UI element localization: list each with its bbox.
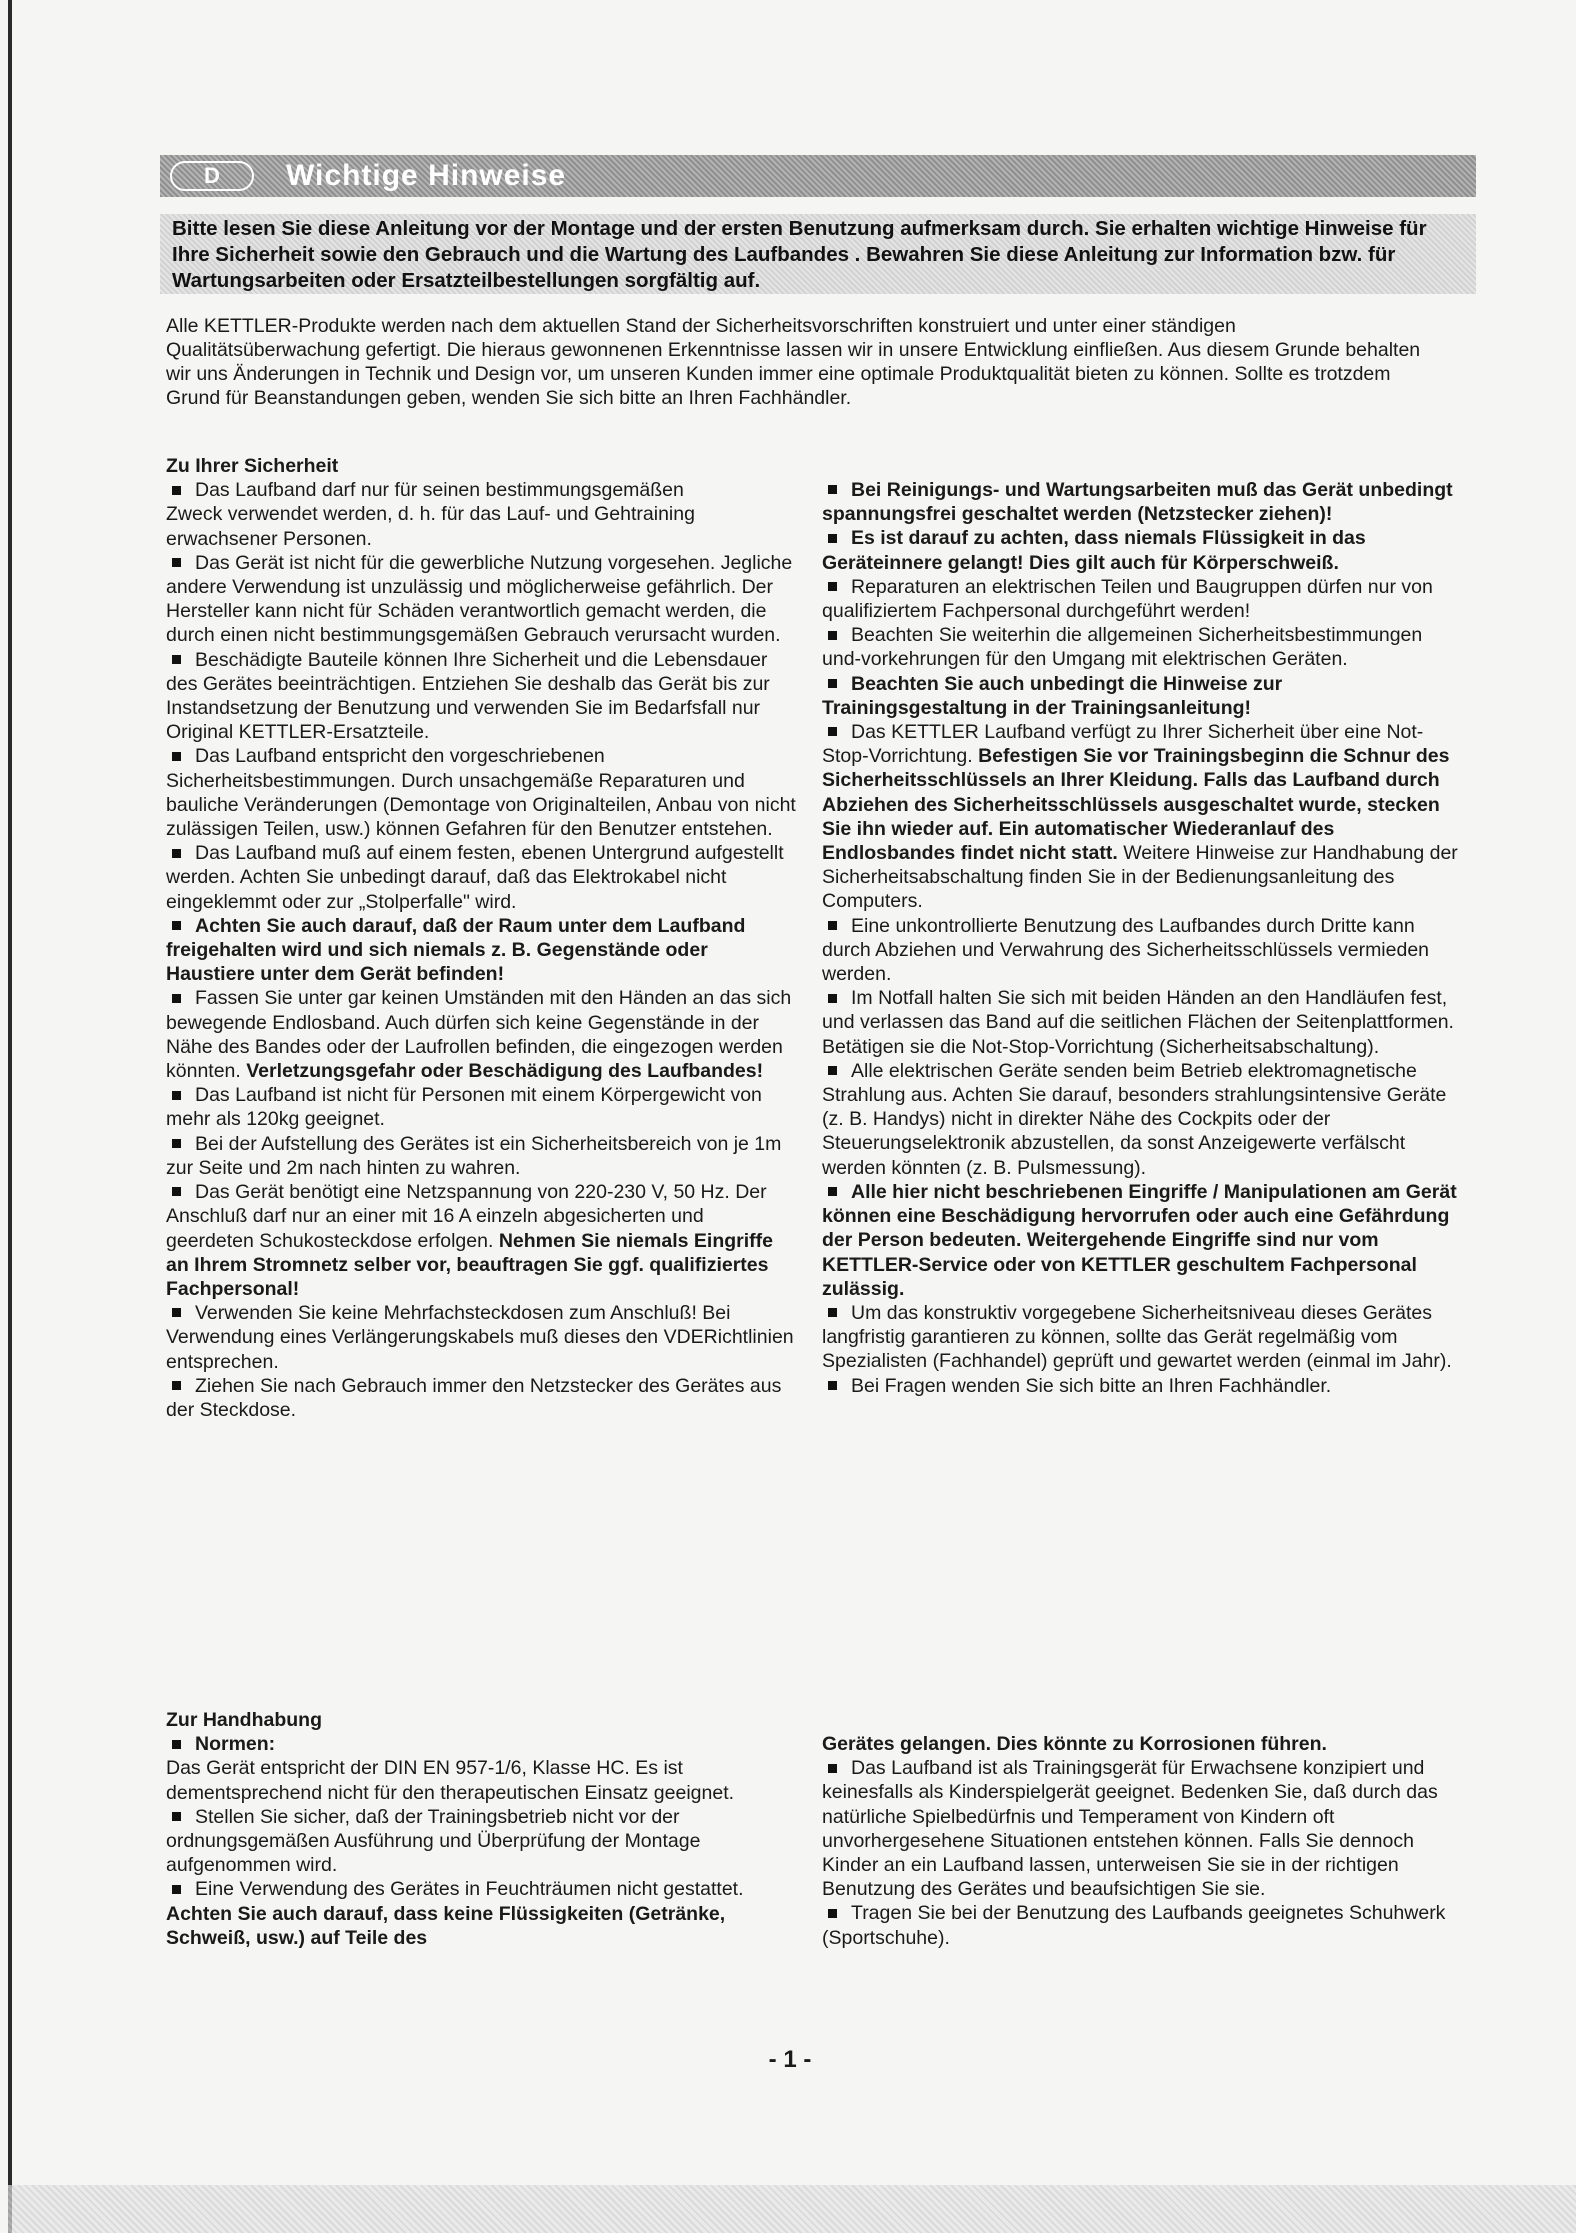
list-item-text: Das Gerät benötigt eine Netzspannung von 220-230 V, 50 Hz. Der Anschluß darf nur an einer mit 16 A einzeln abgesicherten und geerdeten Schukosteckdose erfolgen.	[166, 1181, 767, 1252]
bullet-icon	[172, 486, 181, 495]
list-item	[166, 1301, 796, 1374]
bullet-icon	[172, 849, 181, 858]
scan-page-edge	[8, 0, 12, 2233]
handling-right-column	[822, 1732, 1458, 1950]
list-item	[166, 1374, 796, 1422]
intro-notice-text: Bitte lesen Sie diese Anleitung vor der Montage und der ersten Benutzung aufmerksam durch. Sie erhalten wichtige Hinweise für Ihre Sicherheit sowie den Gebrauch und die Wartung des Laufbandes . Bewahren Sie diese Anleitung zur Information bzw. für Wartungsarbeiten oder Ersatzteilbestellungen sorgfältig auf.	[172, 217, 1427, 292]
list-item-text: Das Laufband darf nur für seinen bestimmungsgemäßen Zweck verwendet werden, d. h. für das Lauf- und Gehtraining erwachsener Personen.	[166, 479, 695, 550]
list-item-bold-text: Achten Sie auch darauf, daß der Raum unter dem Laufband freigehalten wird und sich niemals z. B. Gegenstände oder Haustiere unter dem Gerät befinden!	[166, 914, 746, 986]
list-item	[822, 478, 1458, 526]
list-item	[822, 720, 1458, 914]
list-item-text: Das Gerät ist nicht für die gewerbliche Nutzung vorgesehen. Jegliche andere Verwendung ist unzulässig und möglicherweise gefährlich. Der Hersteller kann nicht für Schäden verantwortlich gemacht werden, die durch einen nicht bestimmungsgemäßen Gebrauch verursacht wurden.	[166, 551, 793, 647]
safety-section-title: Zu Ihrer Sicherheit	[166, 455, 339, 477]
list-item-text: Das Laufband muß auf einem festen, ebenen Untergrund aufgestellt werden. Achten Sie unbedingt darauf, daß das Elektrokabel nicht eingeklemmt oder zur „Stolperfalle" wird.	[166, 842, 784, 913]
list-item-text: Bei Fragen wenden Sie sich bitte an Ihren Fachhändler.	[851, 1374, 1332, 1397]
list-item-text: Verwenden Sie keine Mehrfachsteckdosen zum Anschluß! Bei Verwendung eines Verlängerungskabels muß dieses den VDERichtlinien entsprechen.	[166, 1302, 794, 1373]
bullet-icon	[172, 1812, 181, 1821]
list-item	[822, 1901, 1458, 1949]
list-item-text: Ziehen Sie nach Gebrauch immer den Netzstecker des Gerätes aus der Steckdose.	[166, 1374, 782, 1421]
list-item-text: Eine unkontrollierte Benutzung des Laufbandes durch Dritte kann durch Abziehen und Verwahrung des Sicherheitsschlüssels vermieden werden.	[822, 914, 1430, 986]
bullet-icon	[172, 752, 181, 761]
list-item-text: Das Laufband ist nicht für Personen mit einem Körpergewicht von mehr als 120kg geeignet.	[166, 1084, 762, 1131]
list-item-bold-text: Bei Reinigungs- und Wartungsarbeiten muß das Gerät unbedingt spannungsfrei geschaltet werden (Netzstecker ziehen)!	[822, 479, 1453, 526]
continued-bold-text: Gerätes gelangen. Dies könnte zu Korrosionen führen.	[822, 1733, 1327, 1755]
bullet-icon	[828, 727, 837, 736]
bullet-icon	[172, 558, 181, 567]
list-item	[166, 478, 796, 551]
list-item	[166, 551, 796, 648]
list-item	[822, 623, 1458, 671]
list-item-text: Beachten Sie weiterhin die allgemeinen Sicherheitsbestimmungen und-vorkehrungen für den Umgang mit elektrischen Geräten.	[822, 624, 1423, 671]
list-item-text: Beschädigte Bauteile können Ihre Sicherheit und die Lebensdauer des Gerätes beeinträchtigen. Entziehen Sie deshalb das Gerät bis zur Instandsetzung der Benutzung und verwenden Sie im Bedarfsfall nur Original KETTLER-Ersatzteile.	[166, 648, 770, 744]
bullet-icon	[172, 994, 181, 1003]
list-item	[166, 1083, 796, 1131]
list-item-text: Alle elektrischen Geräte senden beim Betrieb elektromagnetische Strahlung aus. Achten Sie darauf, besonders strahlungsintensive Geräte (z. B. Handys) nicht in direkter Nähe des Cockpits oder der Steuerungselektronik abzustellen, da sonst Anzeigewerte verfälscht werden könnten (z. B. Pulsmessung).	[822, 1059, 1447, 1179]
list-item-text: Um das konstruktiv vorgegebene Sicherheitsniveau dieses Gerätes langfristig garantieren zu können, sollte das Gerät regelmäßig vom Spezialisten (Fachhandel) geprüft und gewartet werden (einmal im Jahr).	[822, 1301, 1452, 1373]
bullet-icon	[828, 534, 837, 543]
bullet-icon	[828, 485, 837, 494]
list-item-bold-text: Verletzungsgefahr oder Beschädigung des Laufbandes!	[246, 1060, 764, 1083]
list-item	[822, 672, 1458, 720]
list-item-text: Im Notfall halten Sie sich mit beiden Händen an den Handläufen fest, und verlassen das Band auf die seitlichen Flächen der Seitenplattformen. Betätigen sie die Not-Stop-Vorrichtung (Sicherheitsabschaltung).	[822, 987, 1454, 1058]
intro-paragraph: Alle KETTLER-Produkte werden nach dem aktuellen Stand der Sicherheitsvorschriften konstruiert und unter einer ständigen Qualitätsüberwachung gefertigt. Die hieraus gewonnenen Erkenntnisse lassen wir in unsere Entwicklung einfließen. Aus diesem Grunde behalten wir uns Änderungen in Technik und Design vor, um unseren Kunden immer eine optimale Produktqualität bieten zu können. Sollte es trotzdem Grund für Beanstandungen geben, wenden Sie sich bitte an Ihren Fachhändler.	[166, 315, 1421, 409]
intro-notice-box	[160, 214, 1476, 294]
list-item	[166, 841, 796, 914]
list-item	[822, 1059, 1458, 1180]
list-item	[822, 526, 1458, 574]
list-item	[822, 986, 1458, 1059]
safety-right-column	[822, 478, 1458, 1398]
bullet-icon	[828, 1381, 837, 1390]
scan-bottom-shadow	[8, 2185, 1576, 2233]
list-item	[166, 744, 796, 841]
bullet-icon	[828, 1909, 837, 1918]
list-item	[822, 575, 1458, 623]
bullet-icon	[172, 1740, 181, 1749]
bullet-icon	[172, 1091, 181, 1100]
list-item-text: Tragen Sie bei der Benutzung des Laufbands geeignetes Schuhwerk (Sportschuhe).	[822, 1902, 1446, 1949]
bullet-icon	[828, 1066, 837, 1075]
safety-left-list	[166, 478, 796, 1422]
list-item-bold-text: Befestigen Sie vor Trainingsbeginn die Schnur des Sicherheitsschlüssels an Ihrer Kleidung. Falls das Laufband durch Abziehen des Sicherheitsschlüssels ausgeschaltet wurde, stecken Sie ihn wieder auf. Ein automatischer Wiederanlauf des Endlosbandes findet nicht statt.	[822, 745, 1450, 865]
list-item-bold-text: Alle hier nicht beschriebenen Eingriffe / Manipulationen am Gerät können eine Beschädigung hervorrufen oder auch eine Gefährdung der Person bedeuten. Weitergehende Eingriffe sind nur vom KETTLER-Service oder von KETTLER geschultem Fachpersonal zulässig.	[822, 1180, 1457, 1300]
list-item-bold-text: Es ist darauf zu achten, dass niemals Flüssigkeit in das Geräteinnere gelangt! Dies gilt auch für Körperschweiß.	[822, 527, 1366, 574]
bullet-icon	[828, 679, 837, 688]
list-item-text: Stellen Sie sicher, daß der Trainingsbetrieb nicht vor der ordnungsgemäßen Ausführung und Überprüfung der Montage aufgenommen wird.	[166, 1805, 701, 1877]
list-item-bold-text: Beachten Sie auch unbedingt die Hinweise zur Trainingsgestaltung in der Trainingsanleitung!	[822, 672, 1283, 719]
list-item	[166, 1805, 796, 1878]
list-item	[166, 648, 796, 745]
bullet-icon	[828, 582, 837, 591]
bullet-icon	[172, 1308, 181, 1317]
section-header-bar	[160, 155, 1476, 197]
list-item	[822, 1301, 1458, 1374]
bullet-icon	[828, 994, 837, 1003]
bullet-icon	[172, 1139, 181, 1148]
safety-left-column	[166, 454, 796, 1422]
list-item	[822, 1180, 1458, 1301]
bullet-icon	[828, 1764, 837, 1773]
bullet-icon	[172, 1187, 181, 1196]
list-item-text: Das Laufband entspricht den vorgeschriebenen Sicherheitsbestimmungen. Durch unsachgemäße Reparaturen und bauliche Veränderungen (Demontage von Originalteilen, Anbau von nicht zulässigen Teilen, usw.) können Gefahren für den Benutzer entstehen.	[166, 745, 796, 841]
bullet-icon	[828, 1187, 837, 1196]
handling-section-title: Zur Handhabung	[166, 1709, 322, 1731]
list-item	[822, 1756, 1458, 1901]
page-title: Wichtige Hinweise	[286, 159, 567, 192]
language-badge: D	[170, 161, 254, 191]
handling-left-column	[166, 1708, 796, 1950]
norms-label: Normen:	[195, 1733, 276, 1756]
list-item-bold-text: Nehmen Sie niemals Eingriffe an Ihrem Stromnetz selber vor, beauftragen Sie ggf. qualifiziertes Fachpersonal!	[166, 1229, 773, 1300]
list-item	[822, 914, 1458, 987]
bullet-icon	[828, 1308, 837, 1317]
list-item-text: Das KETTLER Laufband verfügt zu Ihrer Sicherheit über eine Not-Stop-Vorrichtung.	[822, 721, 1424, 768]
norms-text: Das Gerät entspricht der DIN EN 957-1/6, Klasse HC. Es ist dementsprechend nicht für den therapeutischen Einsatz geeignet.	[166, 1757, 735, 1804]
list-item	[166, 1877, 796, 1950]
list-item-text: Eine Verwendung des Gerätes in Feuchträumen nicht gestattet.	[195, 1878, 744, 1901]
list-item	[166, 1132, 796, 1180]
bullet-icon	[172, 1381, 181, 1390]
list-item-text: Weitere Hinweise zur Handhabung der Sicherheitsabschaltung finden Sie in der Bedienungsanleitung des Computers.	[822, 842, 1458, 913]
page-number: - 1 -	[768, 2046, 812, 2073]
safety-right-list	[822, 478, 1458, 1398]
bullet-icon	[828, 631, 837, 640]
list-item	[166, 1180, 796, 1301]
list-item	[166, 986, 796, 1083]
list-item	[166, 914, 796, 987]
bullet-icon	[172, 921, 181, 930]
list-item-text: Fassen Sie unter gar keinen Umständen mit den Händen an das sich bewegende Endlosband. Auch dürfen sich keine Gegenstände in der Nähe des Bandes oder der Laufrollen befinden, die eingezogen werden könnten.	[166, 987, 792, 1083]
list-item	[166, 1732, 796, 1756]
bullet-icon	[172, 655, 181, 664]
list-item	[822, 1374, 1458, 1398]
list-item-text: Reparaturen an elektrischen Teilen und Baugruppen dürfen nur von qualifiziertem Fachpersonal durchgeführt werden!	[822, 575, 1433, 623]
bullet-icon	[172, 1885, 181, 1894]
list-item-text: Bei der Aufstellung des Gerätes ist ein Sicherheitsbereich von je 1m zur Seite und 2m nach hinten zu wahren.	[166, 1132, 782, 1179]
list-item-bold-text: Achten Sie auch darauf, dass keine Flüssigkeiten (Getränke, Schweiß, usw.) auf Teile des	[166, 1902, 726, 1949]
bullet-icon	[828, 921, 837, 930]
list-item-text: Das Laufband ist als Trainingsgerät für Erwachsene konzipiert und keinesfalls als Kinderspielgerät geeignet. Bedenken Sie, daß durch das natürliche Spielbedürfnis und Temperament von Kindern oft unvorhergesehene Situationen entstehen können. Falls Sie dennoch Kinder an ein Laufband lassen, unterweisen Sie sie in der richtigen Benutzung des Gerätes und beaufsichtigen Sie sie.	[822, 1757, 1438, 1901]
